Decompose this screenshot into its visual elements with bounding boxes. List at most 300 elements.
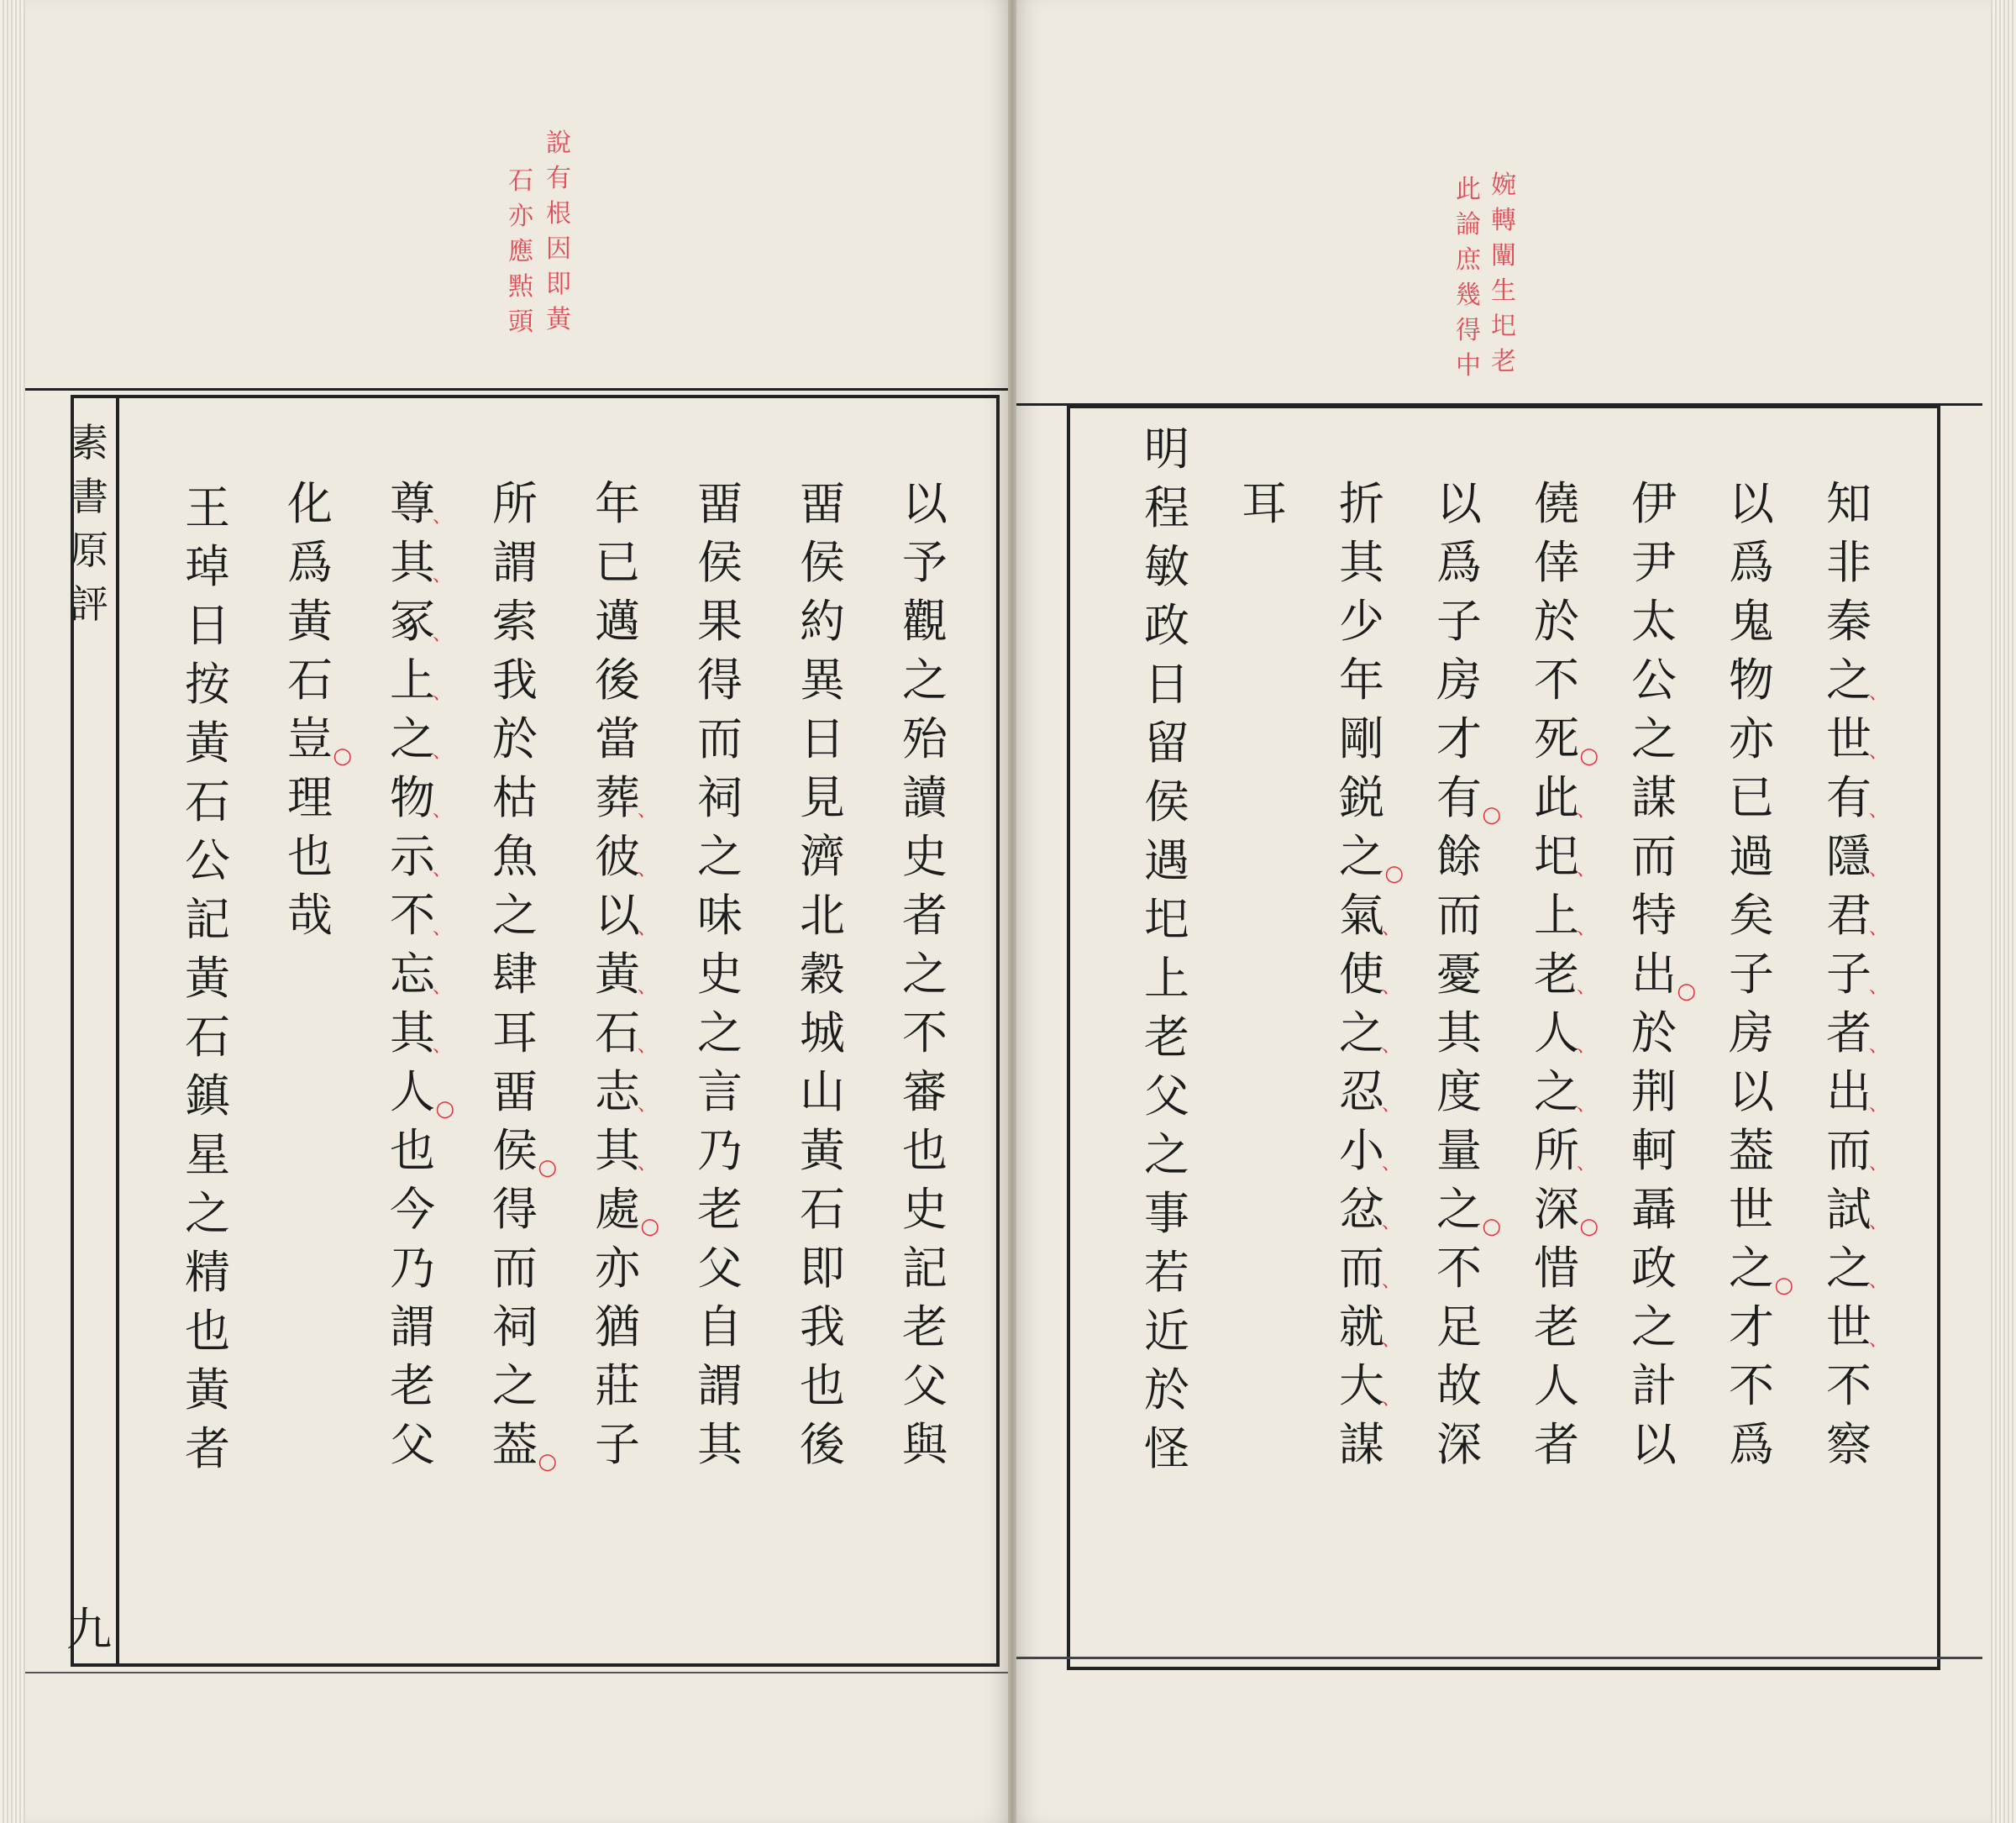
text-column (1624, 475, 1696, 1474)
red-dot-mark: 、 (1576, 1095, 1595, 1116)
character: 應 (508, 237, 533, 266)
red-dot-mark: 、 (1381, 1036, 1400, 1057)
character: 上 、 (390, 654, 451, 707)
character: 於 (492, 712, 538, 765)
text-column (1429, 475, 1501, 1474)
red-dot-mark: 、 (1381, 918, 1400, 939)
character: 按 (185, 658, 230, 711)
red-dot-mark: 、 (1576, 918, 1595, 939)
character: 子 、 (1826, 948, 1887, 1001)
character: 耳 (492, 1006, 538, 1059)
character: 得 (697, 654, 743, 707)
character: 物 、 (390, 771, 451, 824)
red-dot-mark: 、 (1381, 1153, 1400, 1174)
character: 世 、 (1826, 1300, 1887, 1353)
character: 惜 (1534, 1242, 1579, 1295)
red-dot-mark: 、 (1868, 742, 1887, 763)
character: 不 、 (390, 889, 451, 942)
text-column (792, 475, 853, 1474)
text-column (485, 475, 557, 1474)
red-dot-mark: 、 (1868, 683, 1887, 704)
character: 特 (1631, 889, 1677, 942)
text-column (1137, 420, 1197, 1479)
character: 示 、 (390, 830, 451, 883)
character: 之 (185, 1187, 230, 1240)
character: 也 (390, 1124, 435, 1177)
character: 明 (1144, 423, 1189, 475)
character: 僥 (1534, 477, 1579, 530)
character: 上 、 (1534, 889, 1595, 942)
title-character: 原 (70, 528, 108, 573)
character: 爲 (1729, 536, 1774, 589)
character: 知 (1826, 477, 1872, 530)
text-column (1819, 475, 1887, 1474)
red-dot-mark: 、 (1868, 1212, 1887, 1233)
red-dot-mark: 、 (432, 977, 451, 998)
character: 婉 (1491, 171, 1516, 200)
character: 其 (1339, 536, 1384, 589)
text-column (690, 475, 750, 1474)
character: 所 、 (1534, 1124, 1595, 1177)
character: 於 (1631, 1006, 1677, 1059)
red-circle-mark: ○ (640, 1214, 659, 1239)
red-circle-mark: ○ (1482, 1214, 1501, 1239)
character: 謂 (390, 1300, 435, 1353)
right-text-frame (1067, 405, 1940, 1670)
title-character: 書 (70, 474, 108, 519)
red-dot-mark: 、 (1868, 1095, 1887, 1116)
character: 之 (697, 830, 743, 883)
character: 史 (902, 830, 948, 883)
character: 而 (697, 712, 743, 765)
character: 聶 (1631, 1183, 1677, 1236)
character: 就 、 (1339, 1300, 1400, 1353)
character: 黃 (185, 952, 230, 1005)
character: 所 (492, 477, 538, 530)
character: 中 (1456, 351, 1481, 381)
character: 果 (697, 595, 743, 648)
red-dot-mark: 、 (1381, 1212, 1400, 1233)
character: 遇 (1144, 834, 1189, 887)
character: 謂 (697, 1359, 743, 1412)
character: 若 (1144, 1246, 1189, 1299)
character: 不 (902, 1006, 948, 1059)
character: 石 (185, 1011, 230, 1064)
red-dot-mark: 、 (1868, 1153, 1887, 1174)
character: 北 (800, 889, 845, 942)
text-column (177, 479, 238, 1479)
right-margin-note-col1 (1487, 168, 1520, 380)
character: 黃 (185, 1363, 230, 1416)
character: 也 (800, 1359, 845, 1412)
character: 察 (1826, 1418, 1872, 1471)
character: 憂 (1436, 948, 1482, 1001)
character: 記 (185, 893, 230, 946)
character: 穀 (800, 948, 845, 1001)
character: 之 (1631, 712, 1677, 765)
character: 近 (1144, 1305, 1189, 1358)
character: 畱 (800, 477, 845, 530)
character: 侯 (697, 536, 743, 589)
character: 房 (1729, 1006, 1774, 1059)
character: 老 、 (1534, 948, 1595, 1001)
character: 其 、 (390, 1006, 451, 1059)
red-dot-mark: 、 (637, 1153, 656, 1174)
red-circle-mark: ○ (1774, 1273, 1793, 1298)
character: 試 、 (1826, 1183, 1887, 1236)
character: 之 ○ (1339, 830, 1404, 886)
character: 敏 (1144, 540, 1189, 593)
character: 而 (492, 1242, 538, 1295)
character: 非 (1826, 536, 1872, 589)
character: 爲 (287, 536, 333, 589)
character: 琸 (185, 540, 230, 593)
title-character: 素 (70, 420, 108, 465)
character: 生 (1491, 276, 1516, 306)
character: 不 (1729, 1359, 1774, 1412)
character: 得 (492, 1183, 538, 1236)
character: 氣 、 (1339, 889, 1400, 942)
character: 濟 (800, 830, 845, 883)
character: 老 (1491, 347, 1516, 376)
character: 之 、 (390, 712, 451, 765)
character: 此 、 (1534, 771, 1595, 824)
character: 出 ○ (1631, 948, 1696, 1004)
red-dot-mark: 、 (432, 507, 451, 528)
character: 人 、 (1534, 1006, 1595, 1059)
character: 秦 (1826, 595, 1872, 648)
red-dot-mark: 、 (432, 918, 451, 939)
character: 圯 (1144, 893, 1189, 946)
character: 予 (902, 536, 948, 589)
character: 乃 (390, 1242, 435, 1295)
character: 隱 、 (1826, 830, 1887, 883)
character: 小 、 (1339, 1124, 1400, 1177)
book-title-label (59, 416, 119, 631)
character: 荆 (1631, 1065, 1677, 1118)
character: 太 (1631, 595, 1677, 648)
character: 葬 、 (595, 771, 656, 824)
character: 星 (185, 1128, 230, 1181)
red-circle-mark: ○ (435, 1096, 454, 1122)
character: 讀 (902, 771, 948, 824)
character: 政 (1144, 599, 1189, 652)
character: 亦 (1729, 712, 1774, 765)
character: 有 ○ (1436, 771, 1501, 827)
character: 根 (546, 199, 571, 229)
character: 之 (1631, 1300, 1677, 1353)
character: 殆 (902, 712, 948, 765)
character: 而 、 (1826, 1124, 1887, 1177)
left-top-rule (25, 388, 1008, 391)
right-page (1016, 0, 1991, 1823)
character: 年 (1339, 654, 1384, 707)
character: 黃 (185, 717, 230, 770)
red-dot-mark: 、 (432, 859, 451, 880)
character: 日 (185, 599, 230, 652)
character: 味 (697, 889, 743, 942)
character: 記 (902, 1242, 948, 1295)
red-dot-mark: 、 (637, 918, 656, 939)
character: 哉 (287, 889, 333, 942)
character: 也 (185, 1305, 230, 1358)
right-margin-note-col2 (1452, 172, 1485, 384)
red-circle-mark: ○ (1482, 802, 1501, 827)
character: 之 (492, 889, 538, 942)
character: 約 (800, 595, 845, 648)
character: 而 (1436, 889, 1482, 942)
character: 日 (800, 712, 845, 765)
left-margin-note-col1 (542, 126, 575, 338)
left-margin-note-col2 (504, 164, 538, 340)
character: 忘 、 (390, 948, 451, 1001)
character: 死 ○ (1534, 712, 1599, 769)
character: 已 (595, 536, 640, 589)
character: 君 、 (1826, 889, 1887, 942)
text-column (1234, 475, 1294, 533)
red-circle-mark: ○ (538, 1449, 557, 1474)
character: 父 (1144, 1069, 1189, 1122)
character: 魚 (492, 830, 538, 883)
character: 公 (1631, 654, 1677, 707)
character: 事 (1144, 1187, 1189, 1240)
character: 精 (185, 1246, 230, 1299)
character: 後 (595, 654, 640, 707)
character: 者 (185, 1422, 230, 1475)
character: 謂 (492, 536, 538, 589)
character: 肆 (492, 948, 538, 1001)
character: 不 (1436, 1242, 1482, 1295)
character: 與 (902, 1418, 948, 1471)
character: 之 (492, 1359, 538, 1412)
text-column (895, 475, 955, 1474)
character: 黃 (287, 595, 333, 648)
character: 黃 (800, 1124, 845, 1177)
red-dot-mark: 、 (432, 742, 451, 763)
character: 謀 (1339, 1418, 1384, 1471)
character: 而 、 (1339, 1242, 1400, 1295)
character: 老 (697, 1183, 743, 1236)
character: 庶 (1456, 245, 1481, 275)
character: 即 (800, 1242, 845, 1295)
character: 使 、 (1339, 948, 1400, 1001)
character: 老 (1534, 1300, 1579, 1353)
character: 侯 (800, 536, 845, 589)
character: 已 (1729, 771, 1774, 824)
red-dot-mark: 、 (1381, 1271, 1400, 1292)
character: 其 、 (390, 536, 451, 589)
character: 而 (1631, 830, 1677, 883)
character: 枯 (492, 771, 538, 824)
character: 鎮 (185, 1069, 230, 1122)
red-dot-mark: 、 (1868, 1330, 1887, 1351)
character: 彼 、 (595, 830, 656, 883)
character: 之 ○ (1436, 1183, 1501, 1239)
character: 石 、 (595, 1006, 656, 1059)
character: 見 (800, 771, 845, 824)
character: 以 、 (595, 889, 656, 942)
character: 志 、 (595, 1065, 656, 1118)
character: 老 (390, 1359, 435, 1412)
red-dot-mark: 、 (637, 801, 656, 822)
character: 深 (1436, 1418, 1482, 1471)
character: 史 (902, 1183, 948, 1236)
character: 計 (1631, 1359, 1677, 1412)
red-dot-mark: 、 (1381, 977, 1400, 998)
character: 留 (1144, 717, 1189, 770)
character: 人 ○ (390, 1065, 454, 1122)
character: 亦 (595, 1242, 640, 1295)
red-dot-mark: 、 (1868, 801, 1887, 822)
character: 葢 ○ (492, 1418, 557, 1474)
character: 故 (1436, 1359, 1482, 1412)
character: 不 (1534, 654, 1579, 707)
character: 謀 (1631, 771, 1677, 824)
character: 化 (287, 477, 333, 530)
character: 異 (800, 654, 845, 707)
character: 邁 (595, 595, 640, 648)
character: 理 (287, 771, 333, 824)
red-dot-mark: 、 (432, 683, 451, 704)
red-dot-mark: 、 (637, 1036, 656, 1057)
character: 也 (902, 1124, 948, 1177)
character: 以 (1631, 1418, 1677, 1471)
character: 祠 (492, 1300, 538, 1353)
character: 頭 (508, 307, 533, 337)
character: 出 、 (1826, 1065, 1887, 1118)
red-dot-mark: 、 (637, 977, 656, 998)
character: 之 ○ (1729, 1242, 1793, 1298)
red-dot-mark: 、 (1576, 1036, 1595, 1057)
character: 子 (1729, 948, 1774, 1001)
character: 物 (1729, 654, 1774, 707)
character: 以 (902, 477, 948, 530)
character: 黃 (546, 305, 571, 334)
character: 倖 (1534, 536, 1579, 589)
character: 折 (1339, 477, 1384, 530)
character: 之 、 (1534, 1065, 1595, 1118)
character: 山 (800, 1065, 845, 1118)
red-dot-mark: 、 (1576, 1153, 1595, 1174)
character: 乃 (697, 1124, 743, 1177)
page-number: 九 (66, 1603, 112, 1656)
character: 因 (546, 234, 571, 264)
character: 石 (185, 775, 230, 828)
character: 尹 (1631, 536, 1677, 589)
character: 有 (546, 164, 571, 193)
text-column (382, 475, 454, 1474)
character: 我 (492, 654, 538, 707)
character: 後 (800, 1418, 845, 1471)
red-dot-mark: 、 (1576, 977, 1595, 998)
character: 冢 、 (390, 595, 451, 648)
character: 者 、 (1826, 1006, 1887, 1059)
character: 老 (902, 1300, 948, 1353)
character: 言 (697, 1065, 743, 1118)
character: 當 (595, 712, 640, 765)
character: 上 (1144, 952, 1189, 1005)
character: 亦 (508, 202, 533, 231)
right-page-edge (1991, 0, 2016, 1823)
red-dot-mark: 、 (1868, 1271, 1887, 1292)
character: 程 (1144, 481, 1189, 534)
character: 餘 (1436, 830, 1482, 883)
character: 以 (1729, 477, 1774, 530)
character: 尊 、 (390, 477, 451, 530)
character: 觀 (902, 595, 948, 648)
character: 老 (1144, 1011, 1189, 1064)
character: 闡 (1491, 241, 1516, 271)
character: 才 (1436, 712, 1482, 765)
character: 得 (1456, 316, 1481, 345)
character: 耳 (1242, 477, 1287, 530)
character: 忿 、 (1339, 1183, 1400, 1236)
character: 剛 (1339, 712, 1384, 765)
character: 論 (1456, 210, 1481, 239)
character: 即 (546, 270, 571, 299)
red-dot-mark: 、 (1868, 918, 1887, 939)
character: 忍 、 (1339, 1065, 1400, 1118)
character: 侯 (1144, 775, 1189, 828)
character: 之 、 (1339, 1006, 1400, 1059)
character: 政 (1631, 1242, 1677, 1295)
character: 深 ○ (1534, 1183, 1599, 1239)
character: 之 (902, 948, 948, 1001)
character: 子 (595, 1418, 640, 1471)
character: 之 (697, 1006, 743, 1059)
character: 幾 (1456, 281, 1481, 310)
character: 伊 (1631, 477, 1677, 530)
character: 索 (492, 595, 538, 648)
text-column (587, 475, 659, 1474)
character: 畱 (697, 477, 743, 530)
character: 者 (1534, 1418, 1579, 1471)
character: 父 (697, 1242, 743, 1295)
title-character: 評 (70, 581, 108, 627)
text-column (1526, 475, 1599, 1474)
red-dot-mark: 、 (637, 1095, 656, 1116)
character: 我 (800, 1300, 845, 1353)
character: 才 (1729, 1300, 1774, 1353)
character: 審 (902, 1065, 948, 1118)
character: 石 (800, 1183, 845, 1236)
character: 莊 (595, 1359, 640, 1412)
character: 以 (1729, 1065, 1774, 1118)
character: 猶 (595, 1300, 640, 1353)
character: 石 (508, 166, 533, 196)
text-column (1721, 475, 1793, 1474)
character: 史 (697, 948, 743, 1001)
right-bottom-rule (1016, 1657, 1982, 1659)
character: 之 、 (1826, 1242, 1887, 1295)
character: 房 (1436, 654, 1482, 707)
character: 侯 ○ (492, 1124, 557, 1180)
character: 人 (1534, 1359, 1579, 1412)
red-dot-mark: 、 (432, 801, 451, 822)
red-dot-mark: 、 (1576, 801, 1595, 822)
left-bottom-rule (25, 1672, 1008, 1673)
red-dot-mark: 、 (1576, 859, 1595, 880)
text-column (1331, 475, 1404, 1474)
red-dot-mark: 、 (432, 624, 451, 645)
red-circle-mark: ○ (1384, 861, 1404, 886)
character: 圯 、 (1534, 830, 1595, 883)
character: 父 (902, 1359, 948, 1412)
character: 子 (1436, 595, 1482, 648)
character: 自 (697, 1300, 743, 1353)
character: 圯 (1491, 312, 1516, 341)
red-dot-mark: 、 (1381, 1389, 1400, 1410)
